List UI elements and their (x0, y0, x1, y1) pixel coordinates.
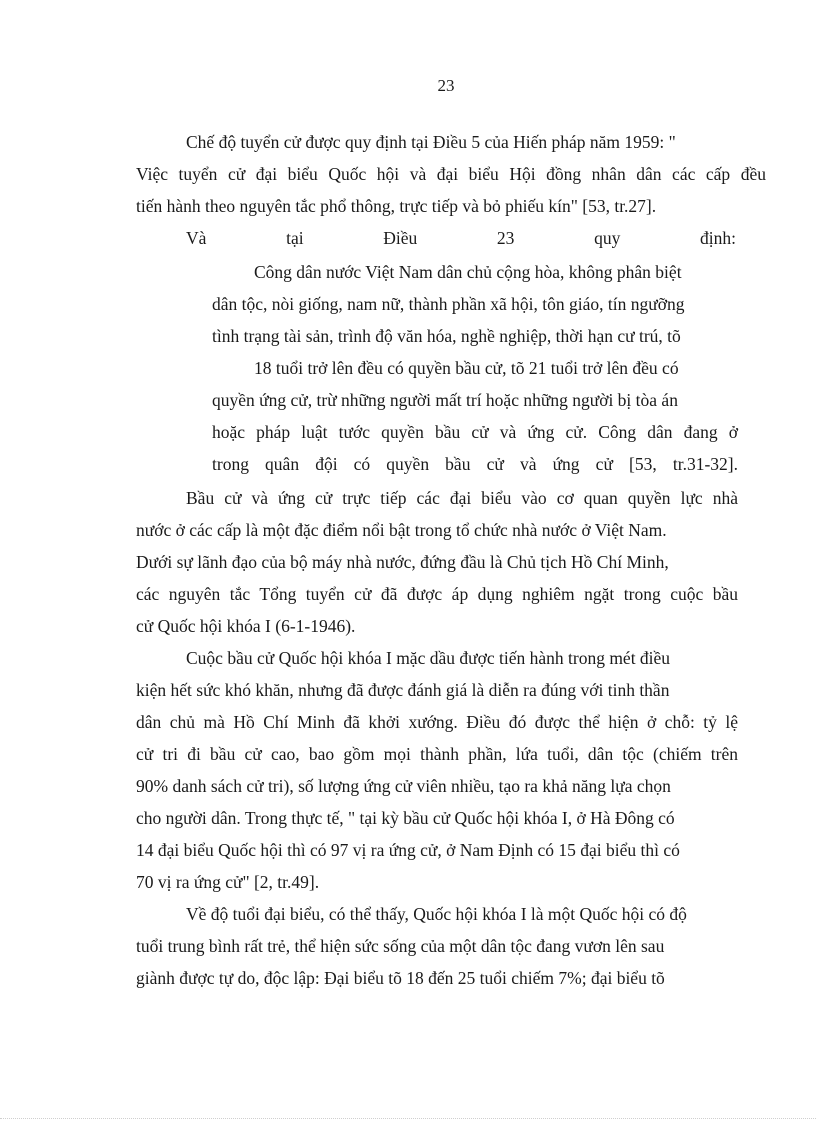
paragraph-1-line-3: tiến hành theo nguyên tắc phổ thông, trực tiếp và bỏ phiếu kín" [53, tr.27]. (136, 196, 657, 216)
paragraph-3-line-2: nước ở các cấp là một đặc điểm nổi bật trong tổ chức nhà nước ở Việt Nam. (136, 520, 667, 540)
quote-line-1: Công dân nước Việt Nam dân chủ cộng hòa, không phân biệt (254, 262, 682, 282)
paragraph-4-line-1: Cuộc bầu cử Quốc hội khóa I mặc dầu được tiến hành trong mét điều (186, 648, 671, 668)
paragraph-1-line-1: Chế độ tuyển cử được quy định tại Điều 5 của Hiến pháp năm 1959: " (186, 132, 676, 152)
paragraph-3-line-5: cử Quốc hội khóa I (6-1-1946). (136, 616, 356, 636)
paragraph-3-line-4: các nguyên tắc Tổng tuyển cử đã được áp dụng nghiêm ngặt trong cuộc bầu (136, 584, 738, 604)
paragraph-3-line-1: Bầu cử và ứng cử trực tiếp các đại biểu vào cơ quan quyền lực nhà (186, 488, 738, 508)
paragraph-4-line-7: 14 đại biểu Quốc hội thì có 97 vị ra ứng cử, ở Nam Định có 15 đại biểu thì có (136, 840, 680, 860)
quote-line-2: dân tộc, nòi giống, nam nữ, thành phần xã hội, tôn giáo, tín ngưỡng (212, 294, 685, 314)
quote-line-4: 18 tuổi trở lên đều có quyền bầu cử, tõ 21 tuổi trở lên đều có (254, 358, 679, 378)
paragraph-1-line-2: Việc tuyển cử đại biểu Quốc hội và đại biểu Hội đồng nhân dân các cấp đều (136, 164, 766, 184)
paragraph-3-line-3: Dưới sự lãnh đạo của bộ máy nhà nước, đứng đầu là Chủ tịch Hồ Chí Minh, (136, 552, 669, 572)
paragraph-4-line-4: cử tri đi bầu cử cao, bao gồm mọi thành phần, lứa tuổi, dân tộc (chiếm trên (136, 744, 738, 764)
quote-line-3: tình trạng tài sản, trình độ văn hóa, nghề nghiệp, thời hạn cư trú, tõ (212, 326, 681, 346)
quote-line-6: hoặc pháp luật tước quyền bầu cử và ứng cử. Công dân đang ở (212, 422, 738, 442)
paragraph-2-line-1: Và tại Điều 23 quy định: (186, 228, 736, 248)
page-bottom-divider (0, 1118, 816, 1119)
paragraph-5-line-2: tuổi trung bình rất trẻ, thể hiện sức sống của một dân tộc đang vươn lên sau (136, 936, 665, 956)
page-number: 23 (437, 76, 455, 95)
quote-line-7: trong quân đội có quyền bầu cử và ứng cử [53, tr.31-32]. (212, 454, 738, 474)
paragraph-4-line-5: 90% danh sách cử tri), số lượng ứng cử viên nhiều, tạo ra khả năng lựa chọn (136, 776, 671, 796)
paragraph-4-line-6: cho người dân. Trong thực tế, " tại kỳ bầu cử Quốc hội khóa I, ở Hà Đông có (136, 808, 675, 828)
paragraph-5-line-1: Về độ tuổi đại biểu, có thể thấy, Quốc hội khóa I là một Quốc hội có độ (186, 904, 687, 924)
paragraph-4-line-3: dân chủ mà Hồ Chí Minh đã khởi xướng. Điều đó được thể hiện ở chỗ: tỷ lệ (136, 712, 738, 732)
paragraph-4-line-2: kiện hết sức khó khăn, nhưng đã được đánh giá là diễn ra đúng với tinh thần (136, 680, 670, 700)
quote-line-5: quyền ứng cử, trừ những người mất trí hoặc những người bị tòa án (212, 390, 678, 410)
paragraph-4-line-8: 70 vị ra ứng cử" [2, tr.49]. (136, 872, 320, 892)
paragraph-5-line-3: giành được tự do, độc lập: Đại biểu tõ 18 đến 25 tuổi chiếm 7%; đại biểu tõ (136, 968, 665, 988)
